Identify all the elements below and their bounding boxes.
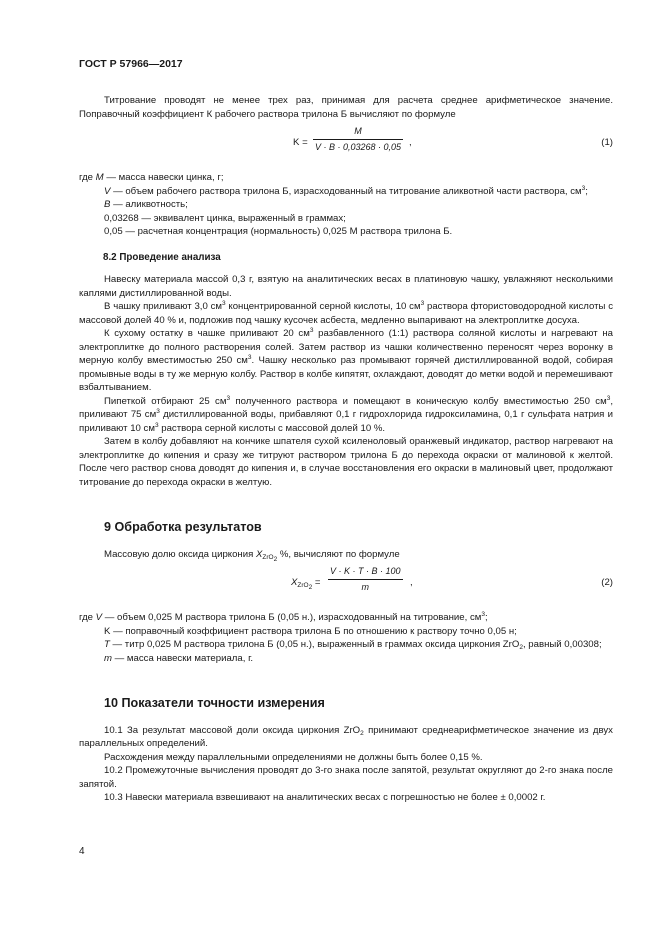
where-text: — аликвотность; bbox=[110, 199, 188, 210]
text-run: принимают среднеарифметическое значение из двух параллельных определений. bbox=[79, 724, 613, 749]
text-run: раствора серной кислоты с массовой долей 10 %. bbox=[158, 422, 386, 434]
text-run: , приливают 75 см bbox=[79, 395, 613, 420]
text-run: разбавленного (1:1) раствора соляной кислоты и нагревают на электроплитке до полного растворения солей. Затем раствор из чашки количественно переносят через воронку в мерную колбу вместимостью 250 см bbox=[79, 328, 613, 366]
superscript: 3 bbox=[221, 300, 226, 307]
paragraph-sec9-intro bbox=[79, 548, 613, 562]
section-heading-8-2: 8.2 Проведение анализа bbox=[103, 251, 221, 263]
formula-1 bbox=[79, 125, 613, 169]
subscript-text: ZrO bbox=[297, 582, 309, 589]
superscript: 3 bbox=[247, 354, 252, 361]
where-text: — объем рабочего раствора трилона Б, израсходованный на титрование аликвотной части раствора, см bbox=[110, 185, 582, 197]
paragraph bbox=[79, 327, 613, 395]
text-run: Массовую долю оксида циркония bbox=[104, 548, 256, 560]
formula-1-number: (1) bbox=[601, 137, 613, 148]
paragraph: Расхождения между параллельными определениями не должны быть более 0,15 %. bbox=[104, 751, 483, 763]
section-heading-10: 10 Показатели точности измерения bbox=[104, 696, 325, 710]
paragraph bbox=[79, 395, 613, 436]
symbol: V bbox=[95, 612, 103, 623]
where-line bbox=[79, 625, 613, 639]
paragraph: 10.3 Навески материала взвешивают на аналитических весах с погрешностью не более ± 0,0002 г. bbox=[104, 792, 546, 803]
subscript-index: 2 bbox=[273, 555, 278, 563]
superscript: 3 bbox=[309, 327, 314, 334]
where-line bbox=[79, 652, 613, 666]
symbol: T bbox=[104, 639, 110, 650]
text-run: раствора фтористоводородной кислоты с массовой долей 40 % и, подложив под чашку кусочек асбеста, медленно выпаривают на электроплитке досуха. bbox=[79, 301, 613, 326]
text-run: 10.1 За результат массовой доли оксида циркония ZrO bbox=[104, 724, 361, 736]
formula-2-comma: , bbox=[410, 577, 413, 588]
formula-2-lhs bbox=[291, 576, 321, 590]
subscript-index: 2 bbox=[308, 584, 313, 591]
where-line bbox=[79, 171, 613, 185]
where-text: K — поправочный коэффициент раствора трилона Б по отношению к раствору точно 0,05 н; bbox=[104, 625, 517, 637]
page-number: 4 bbox=[79, 846, 85, 857]
superscript: 3 bbox=[226, 394, 231, 402]
symbol: m bbox=[104, 652, 112, 664]
formula-2-denominator: m bbox=[328, 579, 403, 595]
symbol: B bbox=[104, 199, 111, 210]
superscript: 3 bbox=[156, 408, 160, 415]
section-heading-9: 9 Обработка результатов bbox=[104, 520, 262, 534]
text-run: . Чашку несколько раз промывают горячей дистиллированной водой, собирая промывные воды в ту же мерную колбу. Раствор в колбе кипятят, охлаждают, доводят до метки водой и перемешивают взбалтыванием. bbox=[79, 355, 614, 393]
formula-1-denominator: V · B · 0,03268 · 0,05 bbox=[313, 139, 403, 155]
where-line bbox=[79, 198, 613, 212]
formula-1-lhs: K = bbox=[293, 137, 308, 148]
where-end: ; bbox=[484, 612, 488, 623]
text-run: %, вычисляют по формуле bbox=[277, 548, 400, 560]
where-text: 0,05 — расчетная концентрация (нормальность) 0,025 М раствора трилона Б. bbox=[104, 226, 453, 237]
where-text: — масса навески материала, г. bbox=[112, 652, 254, 664]
subscript: 2 bbox=[519, 644, 523, 651]
formula-1-comma: , bbox=[409, 137, 412, 148]
subscript: 2 bbox=[360, 729, 364, 737]
where-line bbox=[79, 212, 613, 226]
where-text: 0,03268 — эквивалент цинка, выраженный в граммах; bbox=[104, 212, 346, 224]
symbol: X bbox=[291, 577, 298, 588]
symbol: V bbox=[104, 185, 111, 197]
equals-sign: = bbox=[314, 577, 321, 588]
text-run: полученного раствора и помещают в коническую колбу вместимостью 250 см bbox=[230, 395, 607, 407]
page-content bbox=[79, 94, 613, 805]
where-end: , равный 0,00308; bbox=[522, 639, 602, 650]
formula-1-fraction bbox=[313, 125, 403, 154]
paragraph-titration-intro: Титрование проводят не менее трех раз, принимая для расчета среднее арифметическое значение. Поправочный коэффициент К рабочего раствора трилона Б вычисляют по формуле bbox=[79, 95, 613, 120]
paragraph bbox=[79, 724, 613, 751]
superscript: 3 bbox=[481, 611, 485, 618]
text-run: В чашку приливают 3,0 см bbox=[104, 301, 222, 312]
text-run: концентрированной серной кислоты, 10 см bbox=[225, 301, 421, 312]
where-line bbox=[79, 638, 613, 652]
formula-2-numerator: V · K · T · B · 100 bbox=[330, 566, 401, 576]
where-prefix: где bbox=[79, 172, 96, 183]
superscript: 3 bbox=[581, 184, 586, 192]
subscript bbox=[262, 554, 277, 561]
superscript: 3 bbox=[154, 421, 159, 429]
where-prefix: где bbox=[79, 612, 96, 623]
symbol: M bbox=[95, 172, 104, 183]
superscript: 3 bbox=[420, 300, 425, 307]
superscript: 3 bbox=[606, 394, 611, 402]
subscript-text: ZrO bbox=[262, 553, 274, 561]
paragraph: Затем в колбу добавляют на кончике шпателя сухой ксиленоловый оранжевый индикатор, раствор нагревают на электроплитке до кипения и сразу же титруют раствором трилона Б до перехода окраски от малиновой к желтой. После чего раствор снова доводят до кипения и, в случае восстановления его окраски в малиновый цвет, продолжают титрование до перехода окраски в желтую. bbox=[79, 436, 613, 488]
where-line bbox=[79, 185, 613, 199]
text-run: Пипеткой отбирают 25 см bbox=[104, 395, 227, 407]
document-header: ГОСТ Р 57966—2017 bbox=[79, 58, 183, 70]
formula-1-numerator: M bbox=[354, 126, 362, 136]
paragraph bbox=[79, 300, 613, 327]
formula-2-fraction bbox=[328, 565, 403, 594]
text-run: дистиллированной воды, прибавляют 0,1 г гидрохлорида гидроксиламина, 0,1 г сульфата натрия и приливают 10 см bbox=[79, 409, 613, 434]
where-text: — масса навески цинка, г; bbox=[103, 172, 224, 183]
where-line bbox=[79, 611, 613, 625]
subscript bbox=[297, 582, 312, 589]
formula-2-number: (2) bbox=[601, 577, 613, 588]
paragraph: 10.2 Промежуточные вычисления проводят до 3-го знака после запятой, результат округляют до 2-го знака после запятой. bbox=[79, 765, 613, 790]
where-line bbox=[79, 225, 613, 239]
text-run: К сухому остатку в чашке приливают 20 см bbox=[104, 328, 310, 339]
where-end: ; bbox=[585, 185, 588, 197]
where-text: — титр 0,025 М раствора трилона Б (0,05 н.), выраженный в граммах оксида циркония ZrO bbox=[109, 639, 520, 650]
formula-2 bbox=[79, 565, 613, 609]
where-text: — объем 0,025 М раствора трилона Б (0,05 н.), израсходованный на титрование, см bbox=[102, 612, 482, 623]
paragraph: Навеску материала массой 0,3 г, взятую на аналитических весах в платиновую чашку, увлажняют несколькими каплями дистиллированной воды. bbox=[79, 274, 613, 299]
symbol: X bbox=[255, 548, 263, 560]
